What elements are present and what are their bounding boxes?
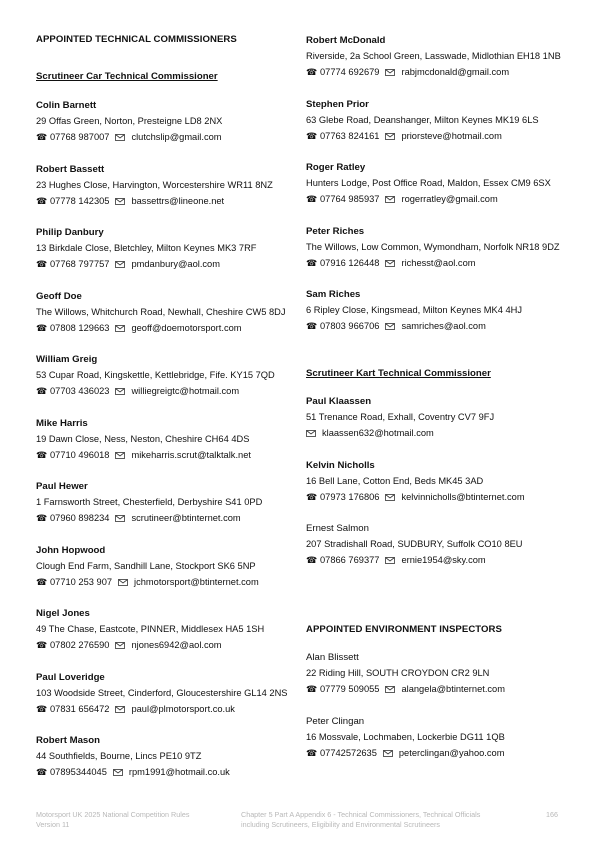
contact-phone: 07710 253 907 xyxy=(50,576,113,587)
phone-icon: ☎ xyxy=(306,257,318,268)
phone-icon: ☎ xyxy=(36,767,48,777)
contact-entry xyxy=(306,651,596,697)
contact-address: 207 Stradishall Road, SUDBURY, Suffolk CO10 8EU xyxy=(306,539,523,549)
contact-name: Paul Klaassen xyxy=(306,396,372,407)
contact-details xyxy=(306,256,596,271)
footer-rules-line: Motorsport UK 2025 National Competition Rules xyxy=(36,810,190,819)
phone-icon: ☎ xyxy=(36,513,48,523)
contact-entry xyxy=(36,353,298,399)
phone-icon: ☎ xyxy=(306,67,318,77)
contact-address: 19 Dawn Close, Ness, Neston, Cheshire CH64 4DS xyxy=(36,433,250,444)
contact-entry xyxy=(306,715,596,761)
contact-name: Ernest Salmon xyxy=(306,523,369,534)
contact-address: Riverside, 2a School Green, Lasswade, Midlothian EH18 1NB xyxy=(306,51,561,61)
contact-address: 16 Bell Lane, Cotton End, Beds MK45 3AD xyxy=(306,475,484,486)
contact-phone: 07774 692679 xyxy=(320,67,380,77)
right-column xyxy=(306,34,596,779)
contact-email: bassettrs@lineone.net xyxy=(131,195,225,206)
phone-icon: ☎ xyxy=(36,703,48,714)
contact-entry xyxy=(36,417,298,463)
contact-phone: 07960 898234 xyxy=(50,513,110,523)
contact-phone: 07779 509055 xyxy=(320,684,380,694)
mail-icon xyxy=(115,198,125,205)
contact-details xyxy=(306,746,596,761)
contact-entry xyxy=(36,163,298,209)
contact-address: 13 Birkdale Close, Bletchley, Milton Keynes MK3 7RF xyxy=(36,243,257,253)
contact-entry xyxy=(306,98,596,144)
contact-entry xyxy=(36,607,298,653)
contact-details xyxy=(306,129,596,144)
contact-email: scrutineer@btinternet.com xyxy=(131,513,241,523)
contact-phone: 07916 126448 xyxy=(320,257,380,268)
contact-email: klaassen632@hotmail.com xyxy=(322,428,434,438)
contact-phone: 07778 142305 xyxy=(50,195,110,206)
contact-details xyxy=(306,192,596,207)
contact-details xyxy=(306,65,596,80)
contact-name: Philip Danbury xyxy=(36,227,104,238)
contact-details xyxy=(306,490,596,505)
mail-icon xyxy=(385,323,395,330)
contact-address: 51 Trenance Road, Exhall, Coventry CV7 9FJ xyxy=(306,412,495,422)
contact-entry xyxy=(306,459,596,505)
mail-icon xyxy=(115,325,125,332)
left-column xyxy=(36,34,298,798)
contact-address: 1 Farnsworth Street, Chesterfield, Derbyshire S41 0PD xyxy=(36,497,263,507)
contact-entry xyxy=(36,99,298,145)
contact-phone: 07710 496018 xyxy=(50,449,110,460)
mail-icon xyxy=(115,515,125,522)
contact-name: Stephen Prior xyxy=(306,98,369,110)
mail-icon xyxy=(385,196,395,203)
phone-icon: ☎ xyxy=(36,386,48,396)
mail-icon xyxy=(385,686,395,693)
contact-name: William Greig xyxy=(36,354,98,365)
mail-icon xyxy=(115,706,125,713)
phone-icon: ☎ xyxy=(306,194,318,204)
footer-chapter xyxy=(241,810,531,829)
mail-icon xyxy=(118,579,128,586)
contact-email: rogerratley@gmail.com xyxy=(401,194,498,204)
contact-phone: 07742572635 xyxy=(320,747,377,758)
contact-phone: 07973 176806 xyxy=(320,491,380,502)
contact-entry xyxy=(36,226,298,272)
contact-email: rabjmcdonald@gmail.com xyxy=(401,67,510,77)
contact-entry xyxy=(306,522,596,568)
contact-details xyxy=(306,319,596,334)
contact-email: paul@plmotorsport.co.uk xyxy=(131,703,235,714)
contact-name: Robert Mason xyxy=(36,735,100,746)
contact-email: ernie1954@sky.com xyxy=(401,555,486,565)
kart-commissioner-list xyxy=(306,395,596,568)
contact-name: Robert McDonald xyxy=(306,35,386,46)
contact-address: 49 The Chase, Eastcote, PINNER, Middlesex HA5 1SH xyxy=(36,624,265,634)
contact-entry xyxy=(36,734,298,780)
contact-email: mikeharris.scrut@talktalk.net xyxy=(131,449,251,460)
contact-name: Robert Bassett xyxy=(36,163,105,175)
contact-details xyxy=(36,448,298,463)
phone-icon: ☎ xyxy=(36,195,48,206)
contact-email: clutchslip@gmail.com xyxy=(131,132,222,142)
contact-details xyxy=(36,257,298,272)
contact-entry xyxy=(36,290,298,336)
contact-details xyxy=(306,682,596,697)
contact-name: Peter Clingan xyxy=(306,715,365,727)
contact-phone: 07895344045 xyxy=(50,767,107,777)
contact-details xyxy=(306,426,596,441)
contact-name: Mike Harris xyxy=(36,417,88,429)
contact-address: 6 Ripley Close, Kingsmead, Milton Keynes MK4 4HJ xyxy=(306,305,522,315)
contact-details xyxy=(36,321,298,336)
contact-entry xyxy=(306,161,596,207)
contact-phone: 07764 985937 xyxy=(320,194,380,204)
car-commissioner-list-continued xyxy=(306,34,596,334)
contact-phone: 07831 656472 xyxy=(50,703,110,714)
contact-details xyxy=(36,765,298,780)
contact-name: Kelvin Nicholls xyxy=(306,459,375,471)
subheading-car-commissioner: Scrutineer Car Technical Commissioner xyxy=(36,71,218,82)
contact-entry xyxy=(36,544,298,590)
contact-address: Clough End Farm, Sandhill Lane, Stockport SK6 5NP xyxy=(36,560,256,571)
mail-icon xyxy=(383,750,393,757)
contact-phone: 07768 797757 xyxy=(50,259,110,269)
contact-email: peterclingan@yahoo.com xyxy=(398,747,505,758)
contact-address: 53 Cupar Road, Kingskettle, Kettlebridge, Fife. KY15 7QD xyxy=(36,370,275,380)
contact-details xyxy=(36,130,298,145)
footer-chapter-line-1: Chapter 5 Part A Appendix 6 - Technical Commissioners, Technical Officials xyxy=(241,810,481,819)
contact-phone: 07803 966706 xyxy=(320,321,380,331)
footer-chapter-line-2: including Scrutineers, Eligibility and Environmental Scrutineers xyxy=(241,819,440,829)
contact-details xyxy=(36,384,298,399)
contact-name: Colin Barnett xyxy=(36,100,97,111)
mail-icon xyxy=(115,388,125,395)
mail-icon xyxy=(385,260,395,267)
contact-name: Peter Riches xyxy=(306,225,365,237)
contact-details xyxy=(306,553,596,568)
mail-icon xyxy=(306,430,316,437)
mail-icon xyxy=(385,69,395,76)
mail-icon xyxy=(385,494,395,501)
contact-entry xyxy=(306,288,596,334)
contact-email: samriches@aol.com xyxy=(401,321,486,331)
contact-name: Paul Loveridge xyxy=(36,671,105,683)
contact-phone: 07802 276590 xyxy=(50,640,110,650)
contact-details xyxy=(36,638,298,653)
contact-address: 44 Southfields, Bourne, Lincs PE10 9TZ xyxy=(36,751,202,761)
contact-address: The Willows, Low Common, Wymondham, Norfolk NR18 9DZ xyxy=(306,241,560,252)
contact-phone: 07703 436023 xyxy=(50,386,110,396)
contact-address: 103 Woodside Street, Cinderford, Gloucestershire GL14 2NS xyxy=(36,687,288,698)
contact-phone: 07866 769377 xyxy=(320,555,380,565)
contact-entry xyxy=(306,225,596,271)
phone-icon: ☎ xyxy=(306,555,318,565)
contact-entry xyxy=(306,395,596,441)
footer-rules-title xyxy=(36,810,236,829)
phone-icon: ☎ xyxy=(36,449,48,460)
contact-address: 63 Glebe Road, Deanshanger, Milton Keynes MK19 6LS xyxy=(306,114,539,125)
contact-email: alangela@btinternet.com xyxy=(401,684,505,694)
contact-entry xyxy=(36,480,298,526)
contact-entry xyxy=(306,34,596,80)
contact-address: 22 Riding Hill, SOUTH CROYDON CR2 9LN xyxy=(306,668,490,678)
contact-email: jchmotorsport@btinternet.com xyxy=(134,576,259,587)
contact-email: kelvinnicholls@btinternet.com xyxy=(401,491,525,502)
contact-details xyxy=(36,702,298,717)
mail-icon xyxy=(113,769,123,776)
contact-address: The Willows, Whitchurch Road, Newhall, Cheshire CW5 8DJ xyxy=(36,306,286,317)
contact-entry xyxy=(36,671,298,717)
section-heading-environment-inspectors: APPOINTED ENVIRONMENT INSPECTORS xyxy=(306,624,502,635)
mail-icon xyxy=(115,452,125,459)
contact-details xyxy=(36,511,298,526)
contact-phone: 07768 987007 xyxy=(50,132,110,142)
contact-name: Paul Hewer xyxy=(36,481,88,492)
phone-icon: ☎ xyxy=(306,747,318,758)
page-number: 166 xyxy=(546,810,558,819)
contact-email: rpm1991@hotmail.co.uk xyxy=(128,767,230,777)
mail-icon xyxy=(115,134,125,141)
phone-icon: ☎ xyxy=(36,576,48,587)
contact-email: pmdanbury@aol.com xyxy=(131,259,220,269)
contact-phone: 07763 824161 xyxy=(320,130,380,141)
contact-email: njones6942@aol.com xyxy=(131,640,222,650)
phone-icon: ☎ xyxy=(36,322,48,333)
contact-name: Sam Riches xyxy=(306,289,361,300)
mail-icon xyxy=(385,133,395,140)
environment-inspector-list xyxy=(306,651,596,761)
contact-name: John Hopwood xyxy=(36,544,106,556)
footer-version-line: Version 11 xyxy=(36,819,70,829)
mail-icon xyxy=(115,261,125,268)
phone-icon: ☎ xyxy=(306,130,318,141)
contact-name: Roger Ratley xyxy=(306,162,366,173)
phone-icon: ☎ xyxy=(36,132,48,142)
car-commissioner-list xyxy=(36,99,298,780)
phone-icon: ☎ xyxy=(36,259,48,269)
phone-icon: ☎ xyxy=(36,640,48,650)
mail-icon xyxy=(115,642,125,649)
contact-name: Nigel Jones xyxy=(36,608,90,619)
subheading-kart-commissioner: Scrutineer Kart Technical Commissioner xyxy=(306,368,491,379)
contact-address: 16 Mossvale, Lochmaben, Lockerbie DG11 1QB xyxy=(306,731,505,742)
phone-icon: ☎ xyxy=(306,684,318,694)
contact-details xyxy=(36,194,298,209)
contact-address: Hunters Lodge, Post Office Road, Maldon, Essex CM9 6SX xyxy=(306,178,551,188)
contact-email: geoff@doemotorsport.com xyxy=(131,322,242,333)
contact-details xyxy=(36,575,298,590)
contact-email: williegreigtc@hotmail.com xyxy=(131,386,240,396)
phone-icon: ☎ xyxy=(306,491,318,502)
contact-address: 23 Hughes Close, Harvington, Worcestershire WR11 8NZ xyxy=(36,179,273,190)
phone-icon: ☎ xyxy=(306,321,318,331)
contact-name: Alan Blissett xyxy=(306,652,359,663)
section-heading-technical-commissioners: APPOINTED TECHNICAL COMMISSIONERS xyxy=(36,34,237,45)
contact-name: Geoff Doe xyxy=(36,290,82,302)
mail-icon xyxy=(385,557,395,564)
contact-email: priorsteve@hotmail.com xyxy=(401,130,502,141)
contact-email: richesst@aol.com xyxy=(401,257,476,268)
contact-phone: 07808 129663 xyxy=(50,322,110,333)
contact-address: 29 Offas Green, Norton, Presteigne LD8 2NX xyxy=(36,116,223,126)
